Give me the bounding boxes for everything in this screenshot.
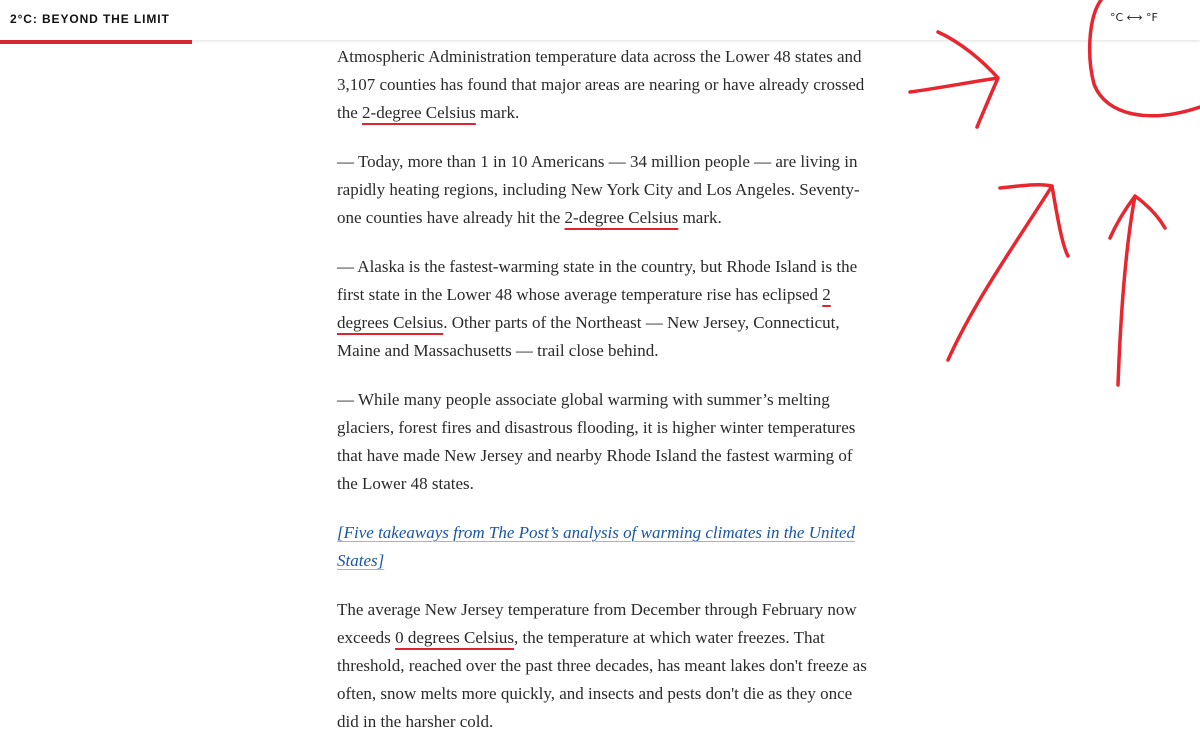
unit-toggle-button[interactable]: °C ⟷ °F [1110, 11, 1158, 24]
paragraph-text: Atmospheric Administration temperature data across the Lower 48 states and 3,107 counties has found that major areas are nearing or have already crossed the [337, 47, 865, 122]
article-paragraph [337, 148, 867, 232]
article-paragraph [337, 596, 867, 730]
paragraph-text: — Alaska is the fastest-warming state in the country, but Rhode Island is the first state in the Lower 48 whose average temperature rise has eclipsed [337, 257, 858, 304]
article-paragraph [337, 43, 867, 127]
inline-link[interactable]: 2 degrees Celsius [337, 285, 831, 332]
arrow-right-icon [910, 32, 998, 127]
related-story-link[interactable]: [Five takeaways from The Post’s analysis of warming climates in the United States] [337, 523, 855, 570]
article-body [337, 43, 867, 730]
reading-progress-fill [0, 40, 192, 44]
paragraph-text: , the temperature at which water freezes. That threshold, reached over the past three decades, has meant lakes don't freeze as often, snow melts more quickly, and insects and pests don't die as they once did in the harsher cold. [337, 628, 867, 730]
paragraph-text: The average New Jersey temperature from December through February now exceeds [337, 600, 857, 647]
paragraph-text: . Other parts of the Northeast — New Jersey, Connecticut, Maine and Massachusetts — trail close behind. [337, 313, 840, 360]
arrow-up-icon [1110, 196, 1165, 385]
reading-progress-bar [0, 40, 1200, 44]
inline-link[interactable]: 0 degrees Celsius [395, 628, 515, 647]
series-title-link[interactable]: 2°C: BEYOND THE LIMIT [10, 12, 170, 26]
top-bar [0, 0, 1200, 40]
article-paragraph [337, 386, 867, 498]
inline-link[interactable]: 2-degree Celsius [362, 103, 476, 122]
article-paragraph [337, 253, 867, 365]
paragraph-text: mark. [475, 103, 520, 122]
paragraph-text: mark. [678, 208, 722, 227]
inline-link[interactable]: 2-degree Celsius [564, 208, 679, 227]
paragraph-text: — While many people associate global warming with summer’s melting glaciers, forest fires and disastrous flooding, it is higher winter temperatures that have made New Jersey and nearby Rhode Island the fastest warming of the Lower 48 states. [337, 390, 856, 493]
arrow-up-right-icon [948, 185, 1068, 360]
paragraph-text: — Today, more than 1 in 10 Americans — 34 million people — are living in rapidly heating regions, including New York City and Los Angeles. Seventy-one counties have already hit the [337, 152, 860, 227]
related-story-link-paragraph [337, 519, 867, 575]
